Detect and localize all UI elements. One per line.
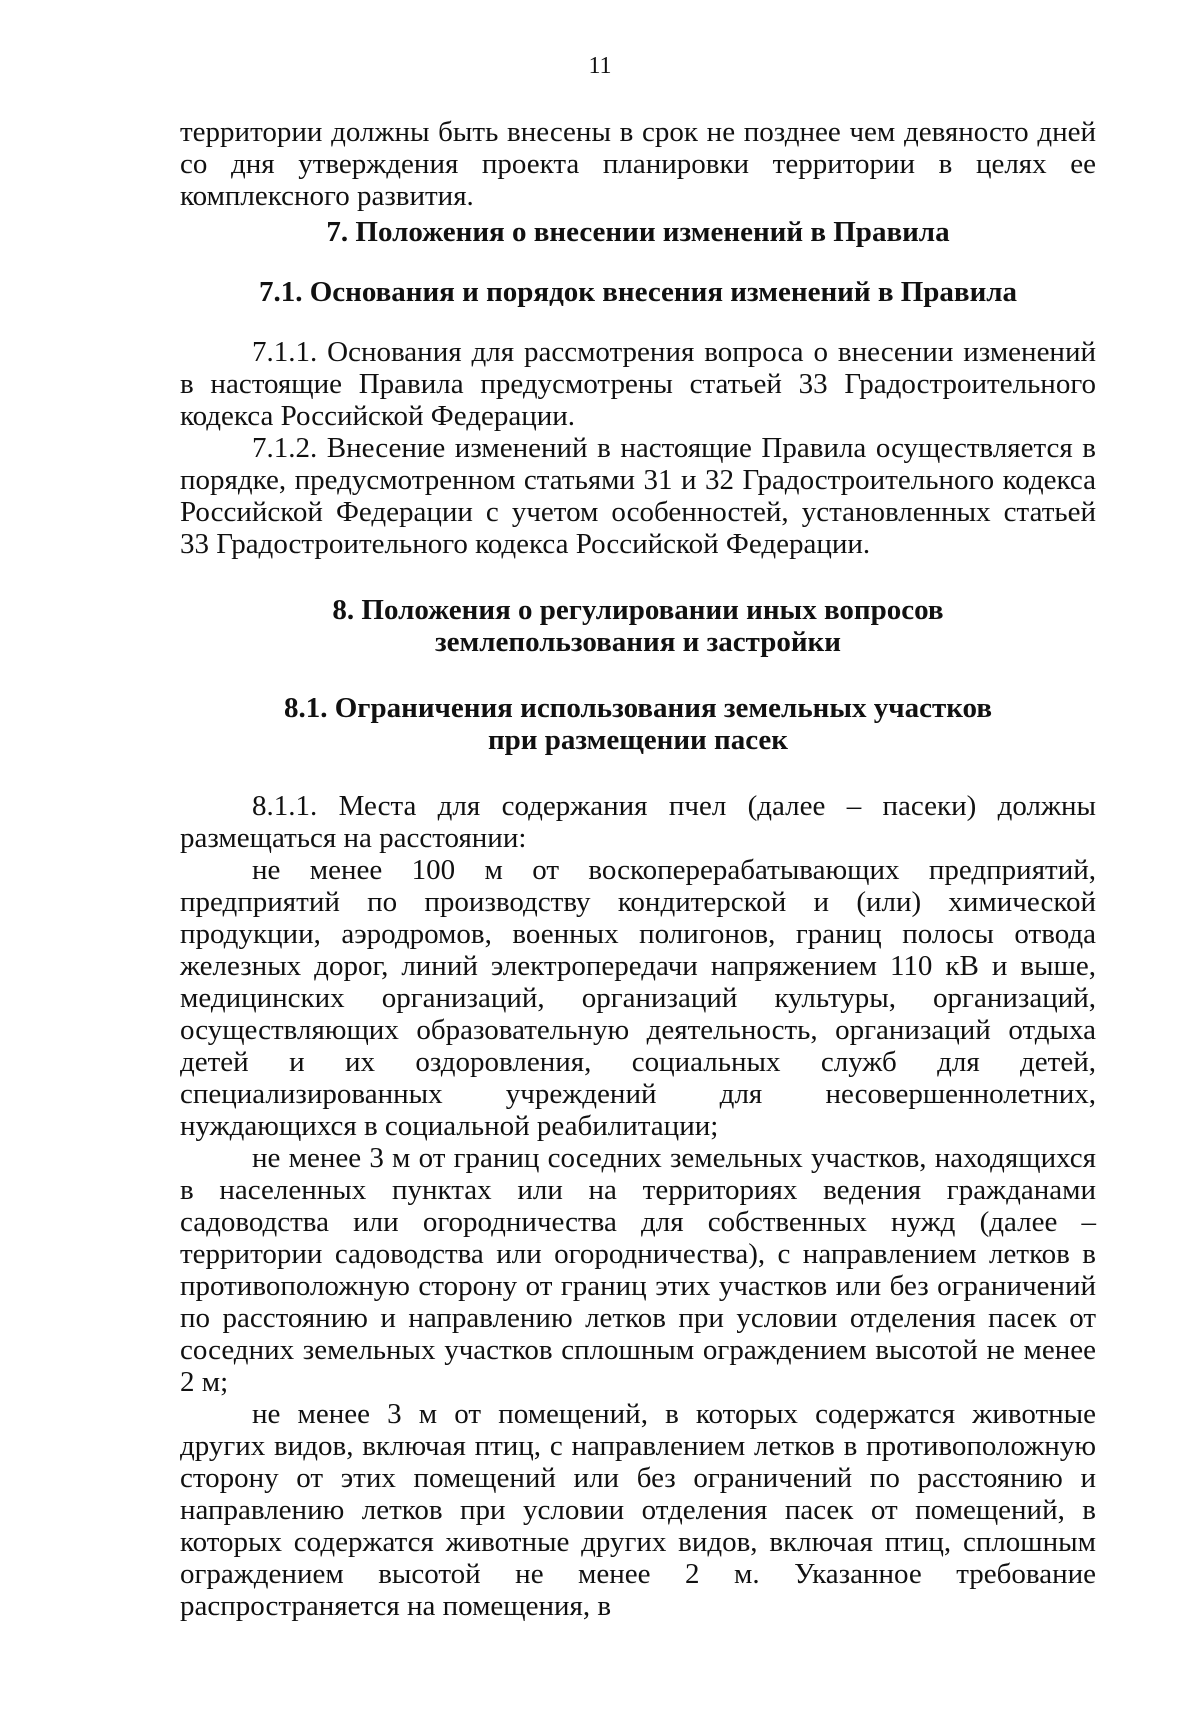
subsection-heading-8-1-line1: 8.1. Ограничения использования земельных участков bbox=[284, 692, 992, 724]
paragraph-8-1-1-item-b: не менее 3 м от границ соседних земельных участков, находящихся в населенных пунктах или на территориях ведения гражданами садоводства или огородничества для собственных нужд (далее – территории садоводства или огородничества), с направлением летков в противоположную сторону от границ этих участков или без ограничений по расстоянию и направлению летков при условии отделения пасек от соседних земельных участков сплошным ограждением высотой не менее 2 м; bbox=[180, 1142, 1096, 1398]
subsection-heading-8-1-line2: при размещении пасек bbox=[487, 724, 789, 756]
document-body bbox=[180, 116, 1096, 1622]
section-heading-8-line2: землепользования и застройки bbox=[435, 626, 841, 658]
paragraph-continuation: территории должны быть внесены в срок не позднее чем девяносто дней со дня утверждения проекта планировки территории в целях ее комплексного развития. bbox=[180, 116, 1096, 212]
section-heading-7: 7. Положения о внесении изменений в Правила bbox=[326, 216, 950, 248]
paragraph-7-1-2: 7.1.2. Внесение изменений в настоящие Правила осуществляется в порядке, предусмотренном статьями 31 и 32 Градостроительного кодекса Российской Федерации с учетом особенностей, установленных статьей 33 Градостроительного кодекса Российской Федерации. bbox=[180, 432, 1096, 560]
section-heading-8-line1: 8. Положения о регулировании иных вопросов bbox=[332, 594, 944, 626]
paragraph-8-1-1: 8.1.1. Места для содержания пчел (далее – пасеки) должны размещаться на расстоянии: bbox=[180, 790, 1096, 854]
paragraph-8-1-1-item-c: не менее 3 м от помещений, в которых содержатся животные других видов, включая птиц, с направлением летков в противоположную сторону от этих помещений или без ограничений по расстоянию и направлению летков при условии отделения пасек от помещений, в которых содержатся животные других видов, включая птиц, сплошным ограждением высотой не менее 2 м. Указанное требование распространяется на помещения, в bbox=[180, 1398, 1096, 1622]
subsection-heading-7-1: 7.1. Основания и порядок внесения изменений в Правила bbox=[258, 276, 1018, 308]
paragraph-8-1-1-item-a: не менее 100 м от воскоперерабатывающих предприятий, предприятий по производству кондитерской и (или) химической продукции, аэродромов, военных полигонов, границ полосы отвода железных дорог, линий электропередачи напряжением 110 кВ и выше, медицинских организаций, организаций культуры, организаций, осуществляющих образовательную деятельность, организаций отдыха детей и их оздоровления, социальных служб для детей, специализированных учреждений для несовершеннолетних, нуждающихся в социальной реабилитации; bbox=[180, 854, 1096, 1142]
paragraph-7-1-1: 7.1.1. Основания для рассмотрения вопроса о внесении изменений в настоящие Правила предусмотрены статьей 33 Градостроительного кодекса Российской Федерации. bbox=[180, 336, 1096, 432]
page-number: 11 bbox=[588, 53, 612, 79]
